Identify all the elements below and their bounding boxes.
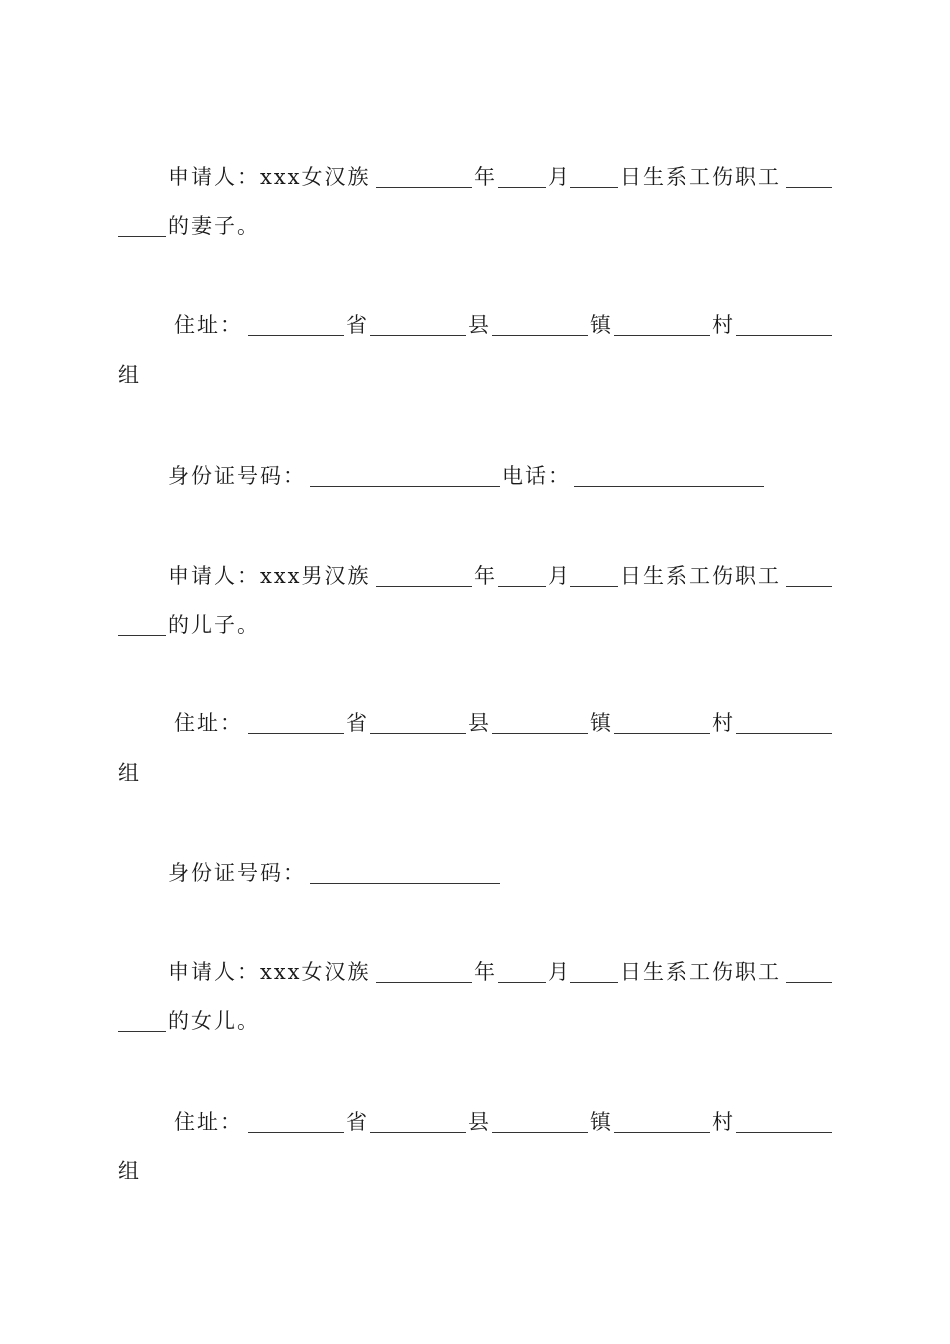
applicant3-address-cont — [0, 1156, 950, 1186]
month-label: 月 — [548, 165, 571, 189]
group-label: 组 — [118, 363, 141, 387]
applicant3-line2 — [0, 1006, 950, 1036]
applicant2-address-cont — [0, 758, 950, 788]
applicant2-address — [0, 708, 950, 738]
id-number-blank — [310, 883, 500, 884]
town-blank — [492, 335, 588, 336]
province-blank — [248, 1132, 344, 1133]
phone-label: 电话： — [502, 464, 571, 488]
province-blank — [248, 733, 344, 734]
applicant3-address — [0, 1107, 950, 1137]
province-label: 省 — [346, 711, 369, 735]
worker-name-blank-cont — [118, 236, 166, 237]
address-label: 住址： — [174, 711, 243, 735]
applicant3-line1 — [0, 957, 950, 987]
province-blank — [248, 335, 344, 336]
id-number-blank — [310, 486, 500, 487]
group-blank — [736, 335, 832, 336]
county-label: 县 — [468, 313, 491, 337]
province-label: 省 — [346, 313, 369, 337]
worker-name-blank-cont — [118, 635, 166, 636]
province-label: 省 — [346, 1110, 369, 1134]
village-blank — [614, 335, 710, 336]
birth-month-blank — [498, 187, 546, 188]
relation-text: 的儿子。 — [168, 613, 260, 637]
year-label: 年 — [474, 165, 497, 189]
applicant3-prefix: 申请人：xxx女汉族 — [168, 960, 371, 984]
worker-name-blank — [786, 982, 832, 983]
year-label: 年 — [474, 960, 497, 984]
day-relation-label: 日生系工伤职工 — [620, 960, 781, 984]
group-label: 组 — [118, 1159, 141, 1183]
address-label: 住址： — [174, 1110, 243, 1134]
birth-day-blank — [570, 982, 618, 983]
birth-day-blank — [570, 187, 618, 188]
day-relation-label: 日生系工伤职工 — [620, 564, 781, 588]
county-label: 县 — [468, 711, 491, 735]
applicant1-id-phone — [0, 461, 950, 491]
applicant1-line2 — [0, 211, 950, 241]
address-label: 住址： — [174, 313, 243, 337]
id-label: 身份证号码： — [168, 464, 306, 488]
day-relation-label: 日生系工伤职工 — [620, 165, 781, 189]
applicant2-prefix: 申请人：xxx男汉族 — [168, 564, 371, 588]
town-label: 镇 — [590, 711, 613, 735]
relation-text: 的女儿。 — [168, 1009, 260, 1033]
id-label: 身份证号码： — [168, 861, 306, 885]
town-label: 镇 — [590, 313, 613, 337]
birth-year-blank — [376, 982, 472, 983]
village-blank — [614, 1132, 710, 1133]
applicant2-line2 — [0, 610, 950, 640]
applicant1-address — [0, 310, 950, 340]
town-label: 镇 — [590, 1110, 613, 1134]
phone-blank — [574, 486, 764, 487]
month-label: 月 — [548, 960, 571, 984]
applicant2-line1 — [0, 561, 950, 591]
month-label: 月 — [548, 564, 571, 588]
birth-year-blank — [376, 187, 472, 188]
village-label: 村 — [712, 711, 735, 735]
applicant1-prefix: 申请人：xxx女汉族 — [168, 165, 371, 189]
county-blank — [370, 1132, 466, 1133]
year-label: 年 — [474, 564, 497, 588]
worker-name-blank — [786, 586, 832, 587]
group-label: 组 — [118, 761, 141, 785]
birth-year-blank — [376, 586, 472, 587]
county-label: 县 — [468, 1110, 491, 1134]
town-blank — [492, 733, 588, 734]
applicant1-address-cont — [0, 360, 950, 390]
group-blank — [736, 733, 832, 734]
birth-day-blank — [570, 586, 618, 587]
relation-text: 的妻子。 — [168, 214, 260, 238]
birth-month-blank — [498, 982, 546, 983]
applicant1-line1 — [0, 162, 950, 192]
applicant2-id — [0, 858, 950, 888]
village-label: 村 — [712, 313, 735, 337]
group-blank — [736, 1132, 832, 1133]
county-blank — [370, 733, 466, 734]
birth-month-blank — [498, 586, 546, 587]
town-blank — [492, 1132, 588, 1133]
village-blank — [614, 733, 710, 734]
village-label: 村 — [712, 1110, 735, 1134]
worker-name-blank — [786, 187, 832, 188]
worker-name-blank-cont — [118, 1031, 166, 1032]
county-blank — [370, 335, 466, 336]
